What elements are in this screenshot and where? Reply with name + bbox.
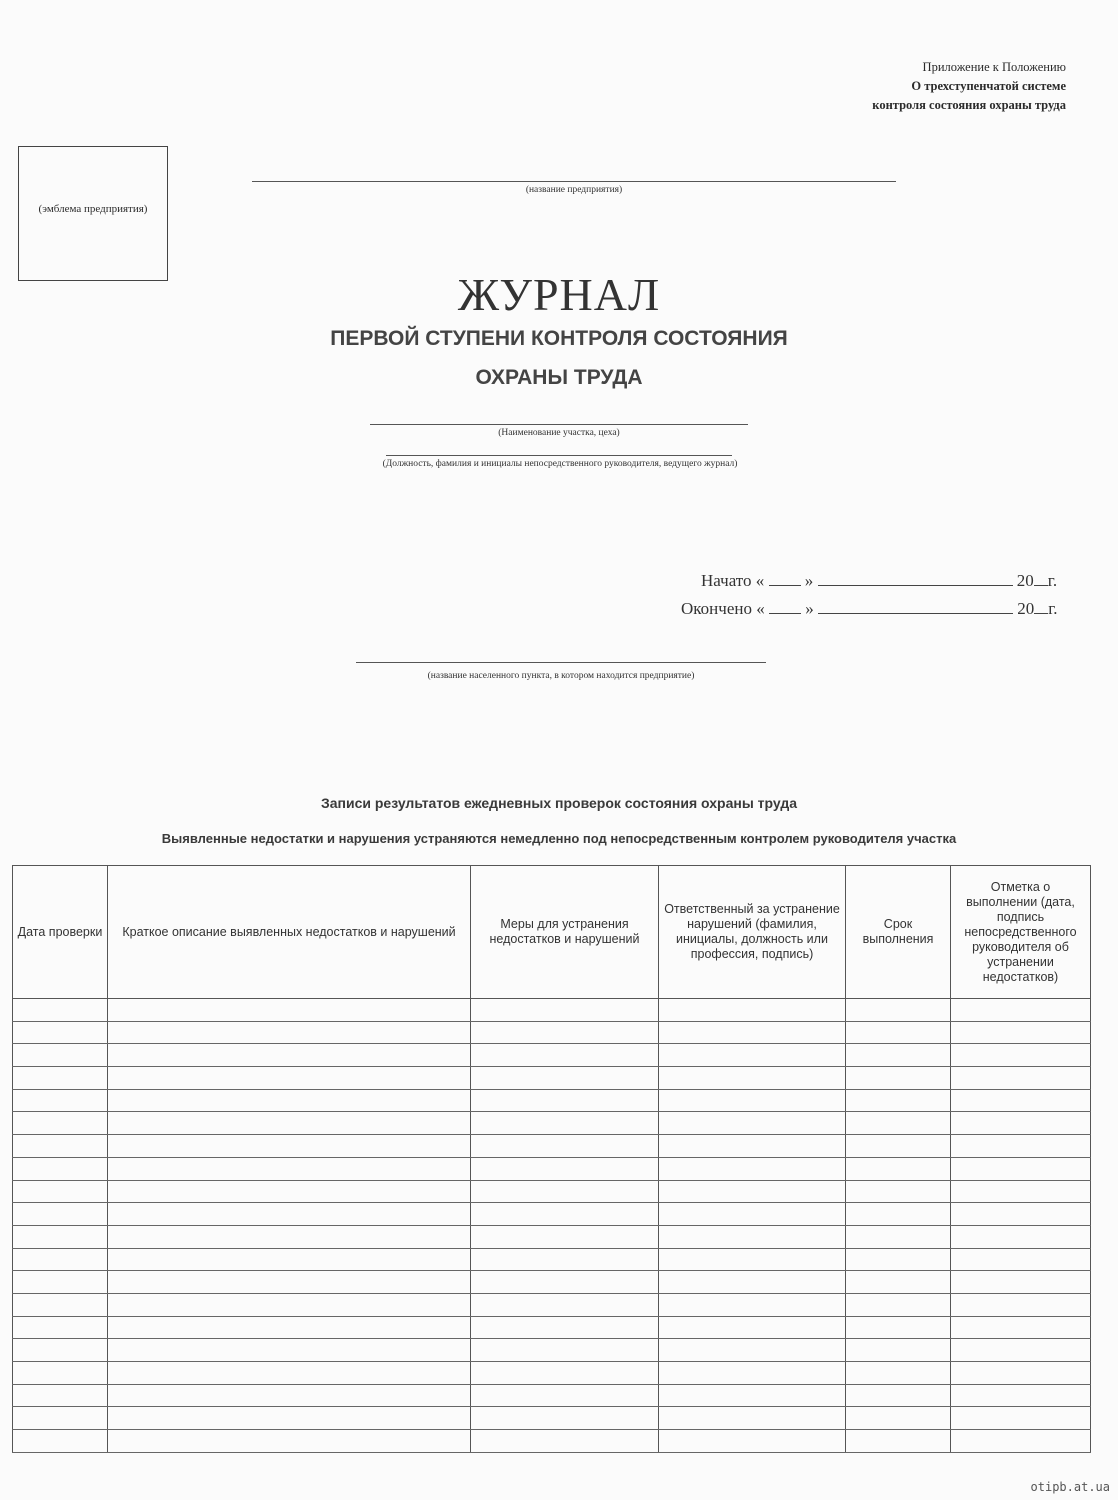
started-day-field[interactable] xyxy=(769,571,801,586)
table-cell[interactable] xyxy=(951,1067,1091,1090)
table-cell[interactable] xyxy=(471,1112,659,1135)
table-row xyxy=(13,1180,1091,1203)
table-cell[interactable] xyxy=(659,1293,846,1316)
table-cell[interactable] xyxy=(846,1112,951,1135)
table-cell[interactable] xyxy=(846,1271,951,1294)
col-completion-mark: Отметка о выполнении (дата, подпись непосредственного руководителя об устранении недостатков) xyxy=(951,866,1091,999)
emblem-box xyxy=(18,146,168,281)
table-cell[interactable] xyxy=(951,1203,1091,1226)
table-cell[interactable] xyxy=(13,1293,108,1316)
table-cell[interactable] xyxy=(659,1089,846,1112)
table-cell[interactable] xyxy=(471,1384,659,1407)
table-cell[interactable] xyxy=(108,1407,471,1430)
table-cell[interactable] xyxy=(659,1384,846,1407)
table-cell[interactable] xyxy=(846,1135,951,1158)
table-row xyxy=(13,1339,1091,1362)
table-cell[interactable] xyxy=(951,1157,1091,1180)
ended-label: Окончено « xyxy=(681,599,765,618)
table-cell[interactable] xyxy=(951,1339,1091,1362)
table-cell[interactable] xyxy=(471,1044,659,1067)
table-cell[interactable] xyxy=(846,1248,951,1271)
table-cell[interactable] xyxy=(951,1293,1091,1316)
table-cell[interactable] xyxy=(471,1271,659,1294)
watermark: otipb.at.ua xyxy=(1030,1480,1110,1494)
section-name-caption: (Наименование участка, цеха) xyxy=(498,428,620,438)
ended-date-row xyxy=(681,599,1058,619)
table-cell[interactable] xyxy=(108,1271,471,1294)
table-row xyxy=(13,1271,1091,1294)
table-cell[interactable] xyxy=(951,1044,1091,1067)
table-cell[interactable] xyxy=(471,1362,659,1385)
table-row xyxy=(13,1316,1091,1339)
table-cell[interactable] xyxy=(659,1339,846,1362)
started-label: Начато « xyxy=(701,571,765,590)
table-cell[interactable] xyxy=(108,999,471,1022)
table-row xyxy=(13,1135,1091,1158)
table-cell[interactable] xyxy=(846,1067,951,1090)
table-cell[interactable] xyxy=(108,1112,471,1135)
table-cell[interactable] xyxy=(659,1157,846,1180)
table-cell[interactable] xyxy=(108,1021,471,1044)
table-row xyxy=(13,1225,1091,1248)
table-cell[interactable] xyxy=(13,1067,108,1090)
locality-caption: (название населенного пункта, в котором находится предприятие) xyxy=(427,671,695,681)
log-body xyxy=(13,999,1091,1453)
table-cell[interactable] xyxy=(108,1384,471,1407)
table-cell[interactable] xyxy=(951,1180,1091,1203)
table-cell[interactable] xyxy=(846,1407,951,1430)
table-cell[interactable] xyxy=(659,1362,846,1385)
table-cell[interactable] xyxy=(951,1430,1091,1453)
table-cell[interactable] xyxy=(108,1362,471,1385)
appendix-line-3: контроля состояния охраны труда xyxy=(872,98,1066,112)
table-cell[interactable] xyxy=(108,1339,471,1362)
table-cell[interactable] xyxy=(846,1362,951,1385)
table-cell[interactable] xyxy=(951,1225,1091,1248)
col-deadline: Срок выполнения xyxy=(846,866,951,999)
table-cell[interactable] xyxy=(846,1293,951,1316)
table-cell[interactable] xyxy=(13,1180,108,1203)
table-cell[interactable] xyxy=(471,1203,659,1226)
company-name-line xyxy=(252,181,896,182)
table-cell[interactable] xyxy=(471,1316,659,1339)
col-check-date: Дата проверки xyxy=(13,866,108,999)
table-cell[interactable] xyxy=(846,999,951,1022)
table-cell[interactable] xyxy=(13,1089,108,1112)
table-cell[interactable] xyxy=(13,1112,108,1135)
table-row xyxy=(13,1067,1091,1090)
log-title: Записи результатов ежедневных проверок состояния охраны труда xyxy=(320,795,798,811)
table-cell[interactable] xyxy=(108,1225,471,1248)
table-cell[interactable] xyxy=(471,999,659,1022)
table-cell[interactable] xyxy=(108,1157,471,1180)
table-cell[interactable] xyxy=(471,1180,659,1203)
started-date-row xyxy=(701,571,1057,591)
table-cell[interactable] xyxy=(846,1180,951,1203)
table-cell[interactable] xyxy=(13,1430,108,1453)
table-cell[interactable] xyxy=(659,1316,846,1339)
table-cell[interactable] xyxy=(951,1362,1091,1385)
emblem-label: (эмблема предприятия) xyxy=(38,202,148,215)
table-cell[interactable] xyxy=(13,1362,108,1385)
table-cell[interactable] xyxy=(659,1021,846,1044)
table-cell[interactable] xyxy=(108,1430,471,1453)
table-cell[interactable] xyxy=(108,1135,471,1158)
table-cell[interactable] xyxy=(108,1180,471,1203)
table-cell[interactable] xyxy=(471,1407,659,1430)
table-row xyxy=(13,1112,1091,1135)
table-cell[interactable] xyxy=(13,1203,108,1226)
table-cell[interactable] xyxy=(846,1430,951,1453)
col-description: Краткое описание выявленных недостатков и нарушений xyxy=(108,866,471,999)
table-cell[interactable] xyxy=(659,1225,846,1248)
table-cell[interactable] xyxy=(951,999,1091,1022)
table-cell[interactable] xyxy=(659,1248,846,1271)
section-name-line xyxy=(370,424,748,425)
table-cell[interactable] xyxy=(13,1248,108,1271)
table-cell[interactable] xyxy=(13,1271,108,1294)
appendix-note xyxy=(872,58,1066,115)
table-cell[interactable] xyxy=(13,1339,108,1362)
table-cell[interactable] xyxy=(951,1384,1091,1407)
table-cell[interactable] xyxy=(471,1339,659,1362)
table-cell[interactable] xyxy=(471,1135,659,1158)
table-cell[interactable] xyxy=(13,1044,108,1067)
started-quote-close: » xyxy=(804,571,814,590)
table-cell[interactable] xyxy=(951,1407,1091,1430)
table-cell[interactable] xyxy=(108,1293,471,1316)
table-cell[interactable] xyxy=(471,1225,659,1248)
table-cell[interactable] xyxy=(13,1316,108,1339)
table-cell[interactable] xyxy=(846,1225,951,1248)
log-header-row xyxy=(13,866,1091,999)
table-cell[interactable] xyxy=(659,1112,846,1135)
ended-year-field[interactable] xyxy=(1034,599,1048,614)
table-cell[interactable] xyxy=(951,1248,1091,1271)
ended-year-suffix: г. xyxy=(1048,599,1058,618)
table-cell[interactable] xyxy=(471,1089,659,1112)
table-cell[interactable] xyxy=(846,1021,951,1044)
table-cell[interactable] xyxy=(13,999,108,1022)
journal-subtitle-line-2: ОХРАНЫ ТРУДА xyxy=(475,366,643,389)
appendix-line-1: Приложение к Положению xyxy=(922,60,1066,74)
table-row xyxy=(13,1430,1091,1453)
table-row xyxy=(13,1203,1091,1226)
manager-caption: (Должность, фамилия и инициалы непосредственного руководителя, ведущего журнал) xyxy=(382,459,738,469)
table-cell[interactable] xyxy=(659,1271,846,1294)
locality-line xyxy=(356,662,766,663)
table-cell[interactable] xyxy=(13,1135,108,1158)
table-cell[interactable] xyxy=(108,1203,471,1226)
table-row xyxy=(13,1089,1091,1112)
col-responsible: Ответственный за устранение нарушений (фамилия, инициалы, должность или профессия, подпись) xyxy=(659,866,846,999)
manager-line xyxy=(386,455,732,456)
table-cell[interactable] xyxy=(659,1044,846,1067)
ended-month-field[interactable] xyxy=(818,599,1013,614)
table-cell[interactable] xyxy=(659,1407,846,1430)
table-cell[interactable] xyxy=(471,1430,659,1453)
table-cell[interactable] xyxy=(13,1407,108,1430)
started-year-field[interactable] xyxy=(1034,571,1048,586)
table-cell[interactable] xyxy=(846,1316,951,1339)
table-row xyxy=(13,1293,1091,1316)
table-cell[interactable] xyxy=(471,1021,659,1044)
table-cell[interactable] xyxy=(846,1203,951,1226)
table-cell[interactable] xyxy=(108,1089,471,1112)
table-row xyxy=(13,999,1091,1022)
log-subtitle: Выявленные недостатки и нарушения устраняются немедленно под непосредственным контролем руководителя участка xyxy=(161,831,957,846)
table-cell[interactable] xyxy=(846,1044,951,1067)
log-table xyxy=(12,865,1091,1453)
table-cell[interactable] xyxy=(951,1089,1091,1112)
table-row xyxy=(13,1021,1091,1044)
table-cell[interactable] xyxy=(471,1067,659,1090)
table-cell[interactable] xyxy=(659,999,846,1022)
table-cell[interactable] xyxy=(951,1271,1091,1294)
started-year-suffix: г. xyxy=(1047,571,1058,590)
table-cell[interactable] xyxy=(471,1248,659,1271)
table-cell[interactable] xyxy=(846,1157,951,1180)
journal-subtitle-line-1: ПЕРВОЙ СТУПЕНИ КОНТРОЛЯ СОСТОЯНИЯ xyxy=(330,327,788,350)
table-cell[interactable] xyxy=(13,1384,108,1407)
table-row xyxy=(13,1248,1091,1271)
table-cell[interactable] xyxy=(951,1112,1091,1135)
table-cell[interactable] xyxy=(846,1339,951,1362)
table-cell[interactable] xyxy=(951,1135,1091,1158)
table-cell[interactable] xyxy=(951,1316,1091,1339)
table-cell[interactable] xyxy=(659,1067,846,1090)
table-cell[interactable] xyxy=(846,1384,951,1407)
table-cell[interactable] xyxy=(108,1044,471,1067)
ended-year-prefix: 20 xyxy=(1017,599,1035,618)
appendix-line-2: О трехступенчатой системе xyxy=(911,79,1066,93)
company-name-caption: (название предприятия) xyxy=(525,185,623,195)
table-cell[interactable] xyxy=(13,1021,108,1044)
table-cell[interactable] xyxy=(13,1225,108,1248)
table-row xyxy=(13,1157,1091,1180)
table-cell[interactable] xyxy=(108,1316,471,1339)
started-month-field[interactable] xyxy=(818,571,1013,586)
table-cell[interactable] xyxy=(659,1430,846,1453)
table-cell[interactable] xyxy=(659,1180,846,1203)
table-cell[interactable] xyxy=(108,1067,471,1090)
table-cell[interactable] xyxy=(659,1135,846,1158)
table-cell[interactable] xyxy=(108,1248,471,1271)
table-cell[interactable] xyxy=(13,1157,108,1180)
table-cell[interactable] xyxy=(846,1089,951,1112)
col-measures: Меры для устранения недостатков и нарушений xyxy=(471,866,659,999)
journal-title: ЖУРНАЛ xyxy=(457,269,661,320)
table-cell[interactable] xyxy=(659,1203,846,1226)
table-cell[interactable] xyxy=(471,1157,659,1180)
table-row xyxy=(13,1044,1091,1067)
started-year-prefix: 20 xyxy=(1016,571,1034,590)
ended-day-field[interactable] xyxy=(769,599,801,614)
table-row xyxy=(13,1362,1091,1385)
table-row xyxy=(13,1384,1091,1407)
table-row xyxy=(13,1407,1091,1430)
table-cell[interactable] xyxy=(951,1021,1091,1044)
ended-quote-close: » xyxy=(805,599,814,618)
table-cell[interactable] xyxy=(471,1293,659,1316)
